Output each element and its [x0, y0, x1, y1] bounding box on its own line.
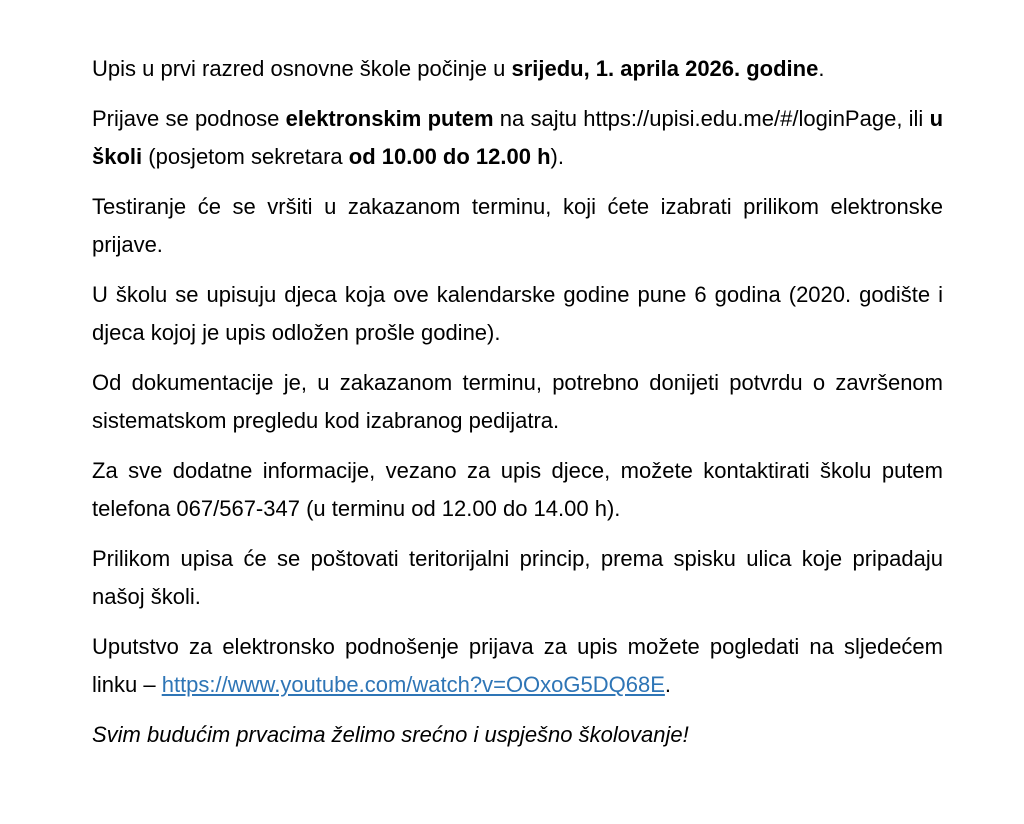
text-run: Testiranje će se vršiti u zakazanom terminu, koji ćete izabrati prilikom elektronske prijave. — [92, 194, 943, 257]
bold-text-run: u školi — [92, 106, 944, 169]
text-run: Svim budućim prvacima želimo srećno i uspješno školovanje! — [92, 722, 689, 747]
text-run: ). — [550, 144, 564, 169]
text-run: Za sve dodatne informacije, vezano za upis djece, možete kontaktirati školu putem telefona 067/567-347 (u terminu od 12.00 do 14.00 h). — [92, 458, 943, 521]
paragraph-contact-info — [92, 452, 943, 528]
text-run: . — [664, 672, 672, 697]
text-run: U školu se upisuju djeca koja ove kalendarske godine pune 6 godina (2020. godište i djeca kojoj je upis odložen prošle godine). — [92, 282, 943, 345]
paragraph-eligibility-info — [92, 276, 943, 352]
text-run: Uputstvo za elektronsko podnošenje prijava za upis možete pogledati na sljedećem linku – — [92, 634, 943, 697]
text-run: Upis u prvi razred osnovne škole počinje u — [92, 56, 512, 81]
youtube-instructions-link[interactable]: https://www.youtube.com/watch?v=OOxoG5DQ68E — [161, 672, 665, 697]
paragraph-enrollment-start-date — [92, 50, 943, 88]
document-body — [92, 50, 943, 754]
paragraph-testing-info — [92, 188, 943, 264]
text-run: . — [818, 56, 825, 81]
paragraph-application-methods — [92, 100, 943, 176]
bold-text-run: srijedu, 1. aprila 2026. godine — [511, 56, 819, 81]
paragraph-documentation-info — [92, 364, 943, 440]
text-run: na sajtu https://upisi.edu.me/#/loginPage, ili — [493, 106, 930, 131]
paragraph-instructions-link — [92, 628, 943, 704]
text-run: (posjetom sekretara — [142, 144, 349, 169]
paragraph-territorial-principle — [92, 540, 943, 616]
text-run: Prilikom upisa će se poštovati teritorijalni princip, prema spisku ulica koje pripadaju našoj školi. — [92, 546, 943, 609]
bold-text-run: od 10.00 do 12.00 h — [348, 144, 551, 169]
text-run: Prijave se podnose — [92, 106, 286, 131]
text-run: Od dokumentacije je, u zakazanom terminu, potrebno donijeti potvrdu o završenom sistematskom pregledu kod izabranog pedijatra. — [92, 370, 943, 433]
paragraph-closing-wish — [92, 716, 943, 754]
bold-text-run: elektronskim putem — [285, 106, 494, 131]
